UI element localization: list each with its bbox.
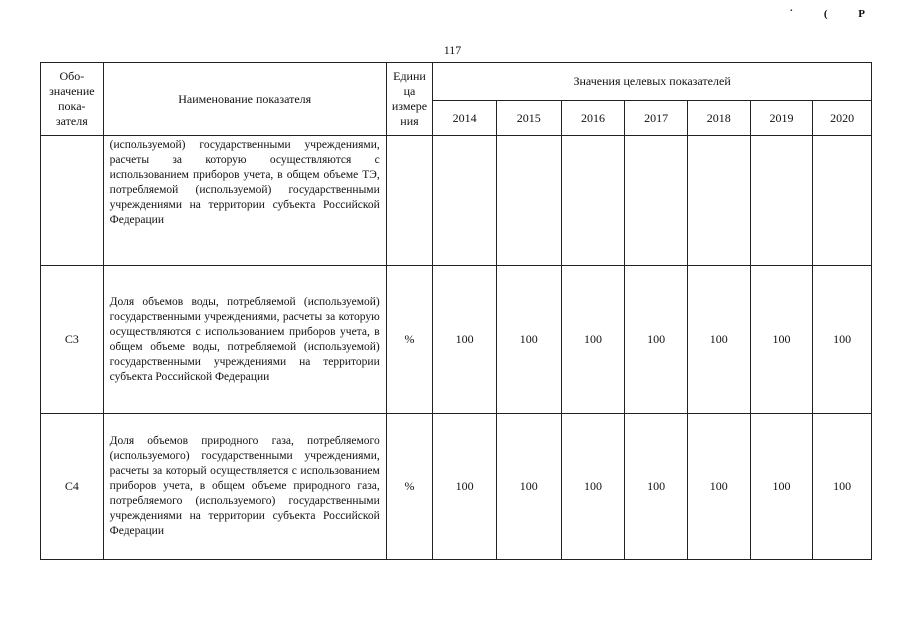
row-value <box>496 136 561 266</box>
target-indicators-table <box>40 62 872 560</box>
row-value <box>687 136 750 266</box>
header-year: 2018 <box>687 101 750 136</box>
row-code: С3 <box>41 266 104 414</box>
page-number: 117 <box>443 43 462 57</box>
row-value: 100 <box>625 414 688 560</box>
header-values-group-text: Значения целевых показателей <box>573 74 731 88</box>
row-unit: % <box>386 414 433 560</box>
header-year: 2019 <box>750 101 813 136</box>
corner-marks: ˙ ( P <box>789 8 879 20</box>
header-unit-text: Едини ца измере ния <box>391 69 428 128</box>
row-name: (используемой) государственными учреждениями, расчеты за которую осуществляются с использованием приборов учета, в общем объеме ТЭ, потребляемой (используемой) государственными учреждениями на территории субъекта Российской Федерации <box>103 136 386 266</box>
row-code: С4 <box>41 414 104 560</box>
row-value: 100 <box>496 414 561 560</box>
header-name <box>103 63 386 136</box>
row-value: 100 <box>813 266 872 414</box>
header-year: 2020 <box>813 101 872 136</box>
row-value <box>561 136 625 266</box>
row-value: 100 <box>561 414 625 560</box>
row-unit: % <box>386 266 433 414</box>
row-value: 100 <box>561 266 625 414</box>
table-row <box>41 414 872 560</box>
header-values-group <box>433 63 872 101</box>
header-year: 2016 <box>561 101 625 136</box>
header-name-text: Наименование показателя <box>178 91 312 106</box>
header-year: 2017 <box>625 101 688 136</box>
row-value <box>750 136 813 266</box>
row-name: Доля объемов воды, потребляемой (используемой) государственными учреждениями, расчеты за которую осуществляются с использованием приборов учета, в общем объеме воды, потребляемой (используемой) государственными учреждениями на территории субъекта Российской Федерации <box>103 266 386 414</box>
header-code <box>41 63 104 136</box>
header-year: 2014 <box>433 101 497 136</box>
row-code <box>41 136 104 266</box>
row-value: 100 <box>687 266 750 414</box>
row-name: Доля объемов природного газа, потребляемого (используемого) государственными учреждениями, расчеты за который осуществляется с использованием приборов учета, в общем объеме природного газа, потребляемого (используемого) государственными учреждениями на территории субъекта Российской Федерации <box>103 414 386 560</box>
table-row <box>41 136 872 266</box>
row-unit <box>386 136 433 266</box>
row-value: 100 <box>813 414 872 560</box>
row-value: 100 <box>687 414 750 560</box>
row-value <box>625 136 688 266</box>
header-year: 2015 <box>496 101 561 136</box>
row-value: 100 <box>433 414 497 560</box>
row-value: 100 <box>496 266 561 414</box>
table-row <box>41 266 872 414</box>
row-value: 100 <box>750 266 813 414</box>
row-value <box>433 136 497 266</box>
row-value: 100 <box>750 414 813 560</box>
header-code-text: Обо- значение пока- зателя <box>49 69 95 128</box>
header-unit <box>386 63 433 136</box>
row-value: 100 <box>433 266 497 414</box>
row-value: 100 <box>625 266 688 414</box>
row-value <box>813 136 872 266</box>
